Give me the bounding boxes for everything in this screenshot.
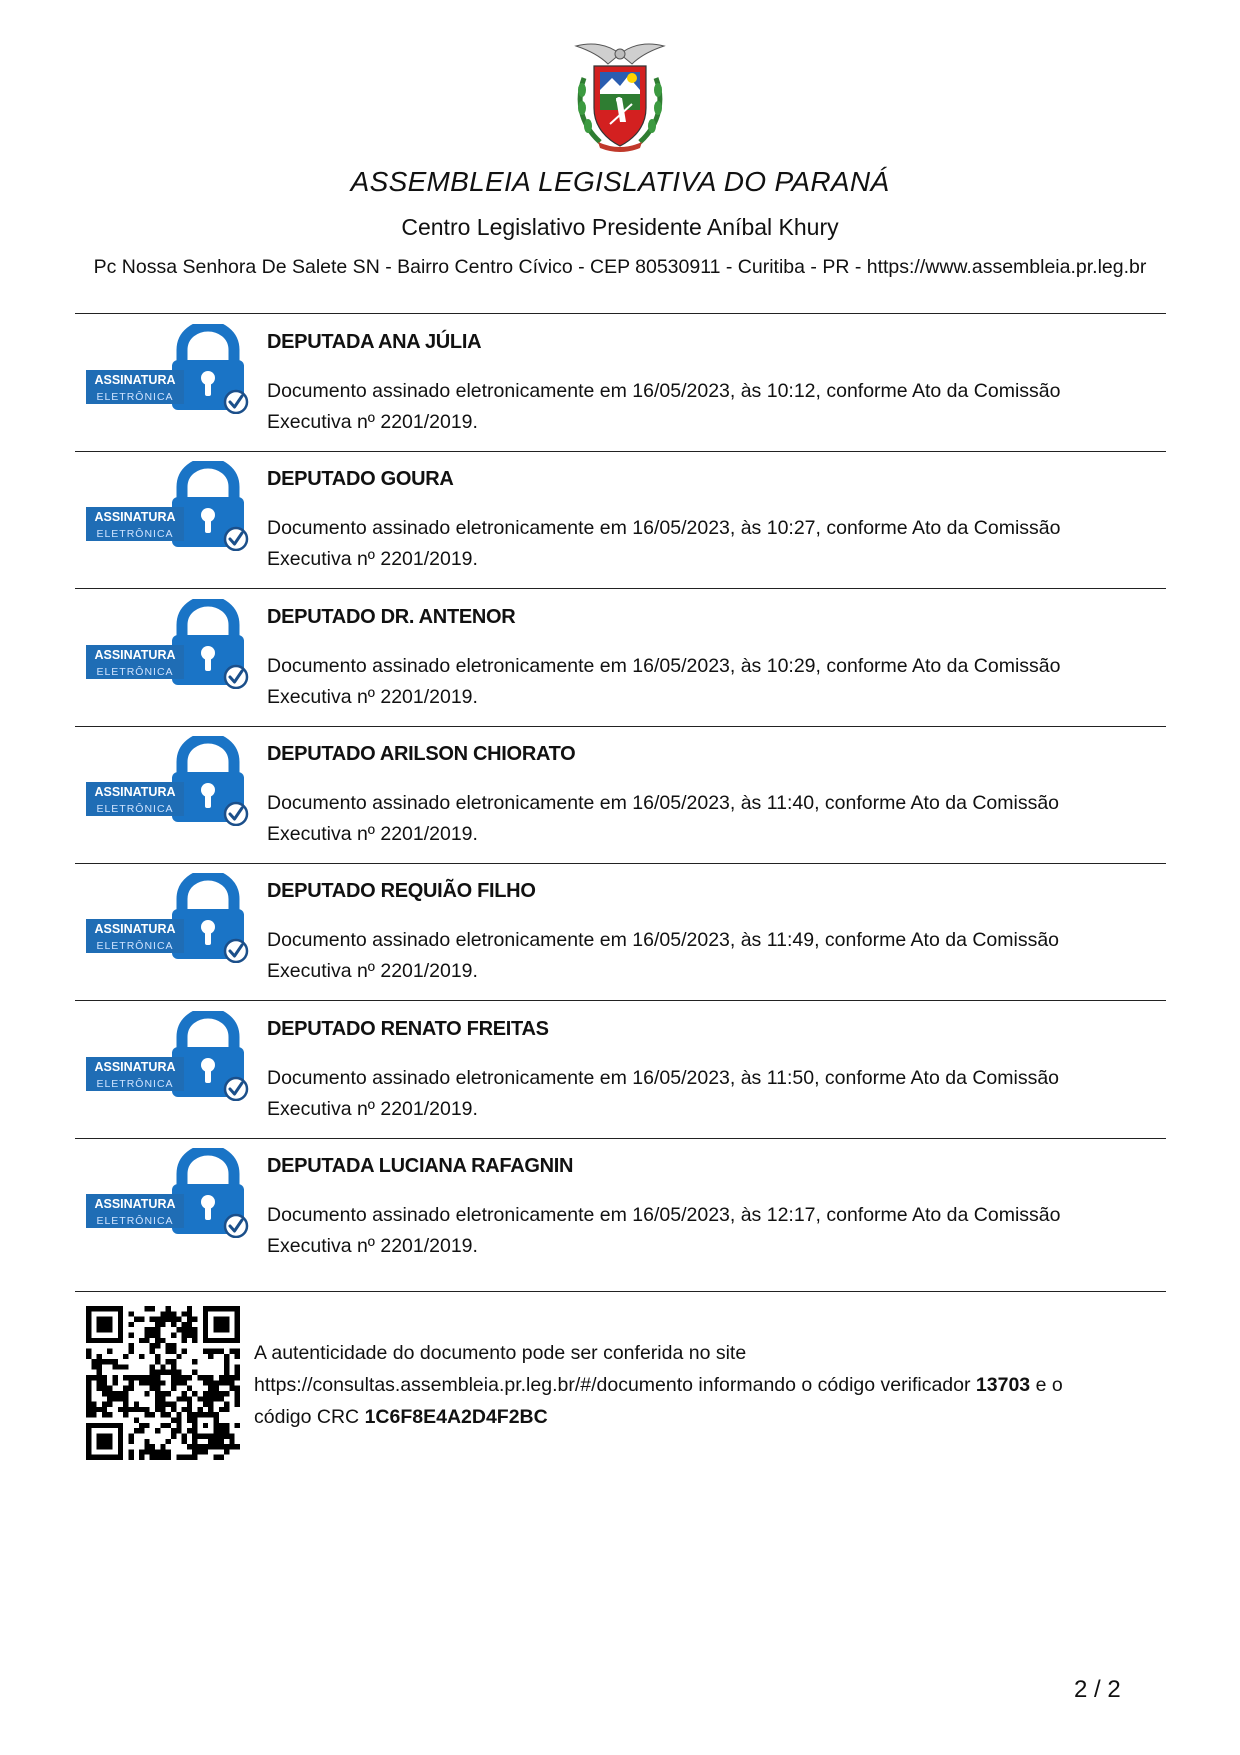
building-name: Centro Legislativo Presidente Aníbal Khury: [401, 214, 839, 240]
badge-line-2: ELETRÔNICA: [96, 1214, 174, 1227]
badge-line-1: ASSINATURA: [94, 784, 176, 799]
badge-line-2: ELETRÔNICA: [96, 391, 174, 403]
badge-line-1: ASSINATURA: [94, 1196, 176, 1211]
signature-block: [75, 1138, 1166, 1275]
signature-block: [75, 1001, 1166, 1138]
parana-coat-of-arms-icon: [570, 38, 670, 156]
padlock-check-icon: [84, 461, 252, 551]
signature-block: [75, 314, 1166, 451]
signature-statement: Documento assinado eletronicamente em 16/05/2023, às 10:29, conforme Ato da Comissão Executiva nº 2201/2019.: [267, 654, 1061, 708]
badge-line-2: ELETRÔNICA: [96, 528, 174, 541]
padlock-check-icon: [84, 599, 252, 689]
signer-name: DEPUTADA LUCIANA RAFAGNIN: [267, 1154, 574, 1177]
signer-name: DEPUTADO REQUIÃO FILHO: [267, 880, 536, 903]
badge-line-1: ASSINATURA: [94, 1059, 176, 1074]
verification-line-2: [254, 1369, 1154, 1401]
badge-line-2: ELETRÔNICA: [96, 665, 174, 678]
verifier-code: 13703: [975, 1374, 1031, 1396]
signer-name: DEPUTADA ANA JÚLIA: [267, 331, 482, 353]
verification-line-3: [254, 1401, 1154, 1433]
signer-name: DEPUTADO RENATO FREITAS: [267, 1017, 549, 1040]
signature-statement: Documento assinado eletronicamente em 16/05/2023, às 12:17, conforme Ato da Comissão Executiva nº 2201/2019.: [267, 1203, 1061, 1257]
padlock-check-icon: [84, 324, 252, 414]
padlock-check-icon: [84, 736, 252, 826]
badge-line-2: ELETRÔNICA: [96, 1077, 174, 1090]
qr-code-icon: [85, 1306, 241, 1460]
signer-name: DEPUTADO DR. ANTENOR: [267, 605, 516, 628]
badge-line-1: ASSINATURA: [94, 922, 176, 937]
signer-name: DEPUTADO GOURA: [267, 468, 454, 491]
verification-text: [254, 1337, 1154, 1433]
badge-line-2: ELETRÔNICA: [96, 940, 174, 953]
padlock-check-icon: [84, 1148, 252, 1238]
institution-name: ASSEMBLEIA LEGISLATIVA DO PARANÁ: [350, 166, 890, 197]
padlock-check-icon: [84, 1011, 252, 1101]
badge-line-1: ASSINATURA: [94, 647, 176, 662]
page-number: 2 / 2: [1074, 1676, 1121, 1703]
crc-label: código CRC: [254, 1406, 360, 1428]
signature-statement: Documento assinado eletronicamente em 16/05/2023, às 11:49, conforme Ato da Comissão Executiva nº 2201/2019.: [267, 929, 1060, 983]
signature-block: [75, 726, 1166, 863]
verification-url-text: https://consultas.assembleia.pr.leg.br/#/documento informando o código verificador: [254, 1374, 971, 1396]
signature-statement: Documento assinado eletronicamente em 16/05/2023, às 10:12, conforme Ato da Comissão Executiva nº 2201/2019.: [267, 380, 1061, 433]
verification-line-1: A autenticidade do documento pode ser conferida no site: [254, 1342, 747, 1364]
institution-address: Pc Nossa Senhora De Salete SN - Bairro Centro Cívico - CEP 80530911 - Curitiba - PR - https://www.assembleia.pr.leg.br: [93, 256, 1147, 278]
signature-statement: Documento assinado eletronicamente em 16/05/2023, às 11:40, conforme Ato da Comissão Executiva nº 2201/2019.: [267, 791, 1060, 845]
signature-block: [75, 589, 1166, 726]
badge-line-1: ASSINATURA: [94, 373, 176, 387]
signature-block: [75, 451, 1166, 588]
signature-statement: Documento assinado eletronicamente em 16/05/2023, às 11:50, conforme Ato da Comissão Executiva nº 2201/2019.: [267, 1066, 1060, 1120]
crc-code: 1C6F8E4A2D4F2BC: [364, 1406, 548, 1428]
badge-line-1: ASSINATURA: [94, 510, 176, 525]
signature-statement: Documento assinado eletronicamente em 16/05/2023, às 10:27, conforme Ato da Comissão Executiva nº 2201/2019.: [267, 517, 1061, 571]
divider: [75, 1291, 1166, 1292]
padlock-check-icon: [84, 873, 252, 963]
badge-line-2: ELETRÔNICA: [96, 802, 174, 815]
signer-name: DEPUTADO ARILSON CHIORATO: [267, 742, 576, 765]
signature-block: [75, 863, 1166, 1000]
verification-suffix: e o: [1035, 1374, 1063, 1396]
